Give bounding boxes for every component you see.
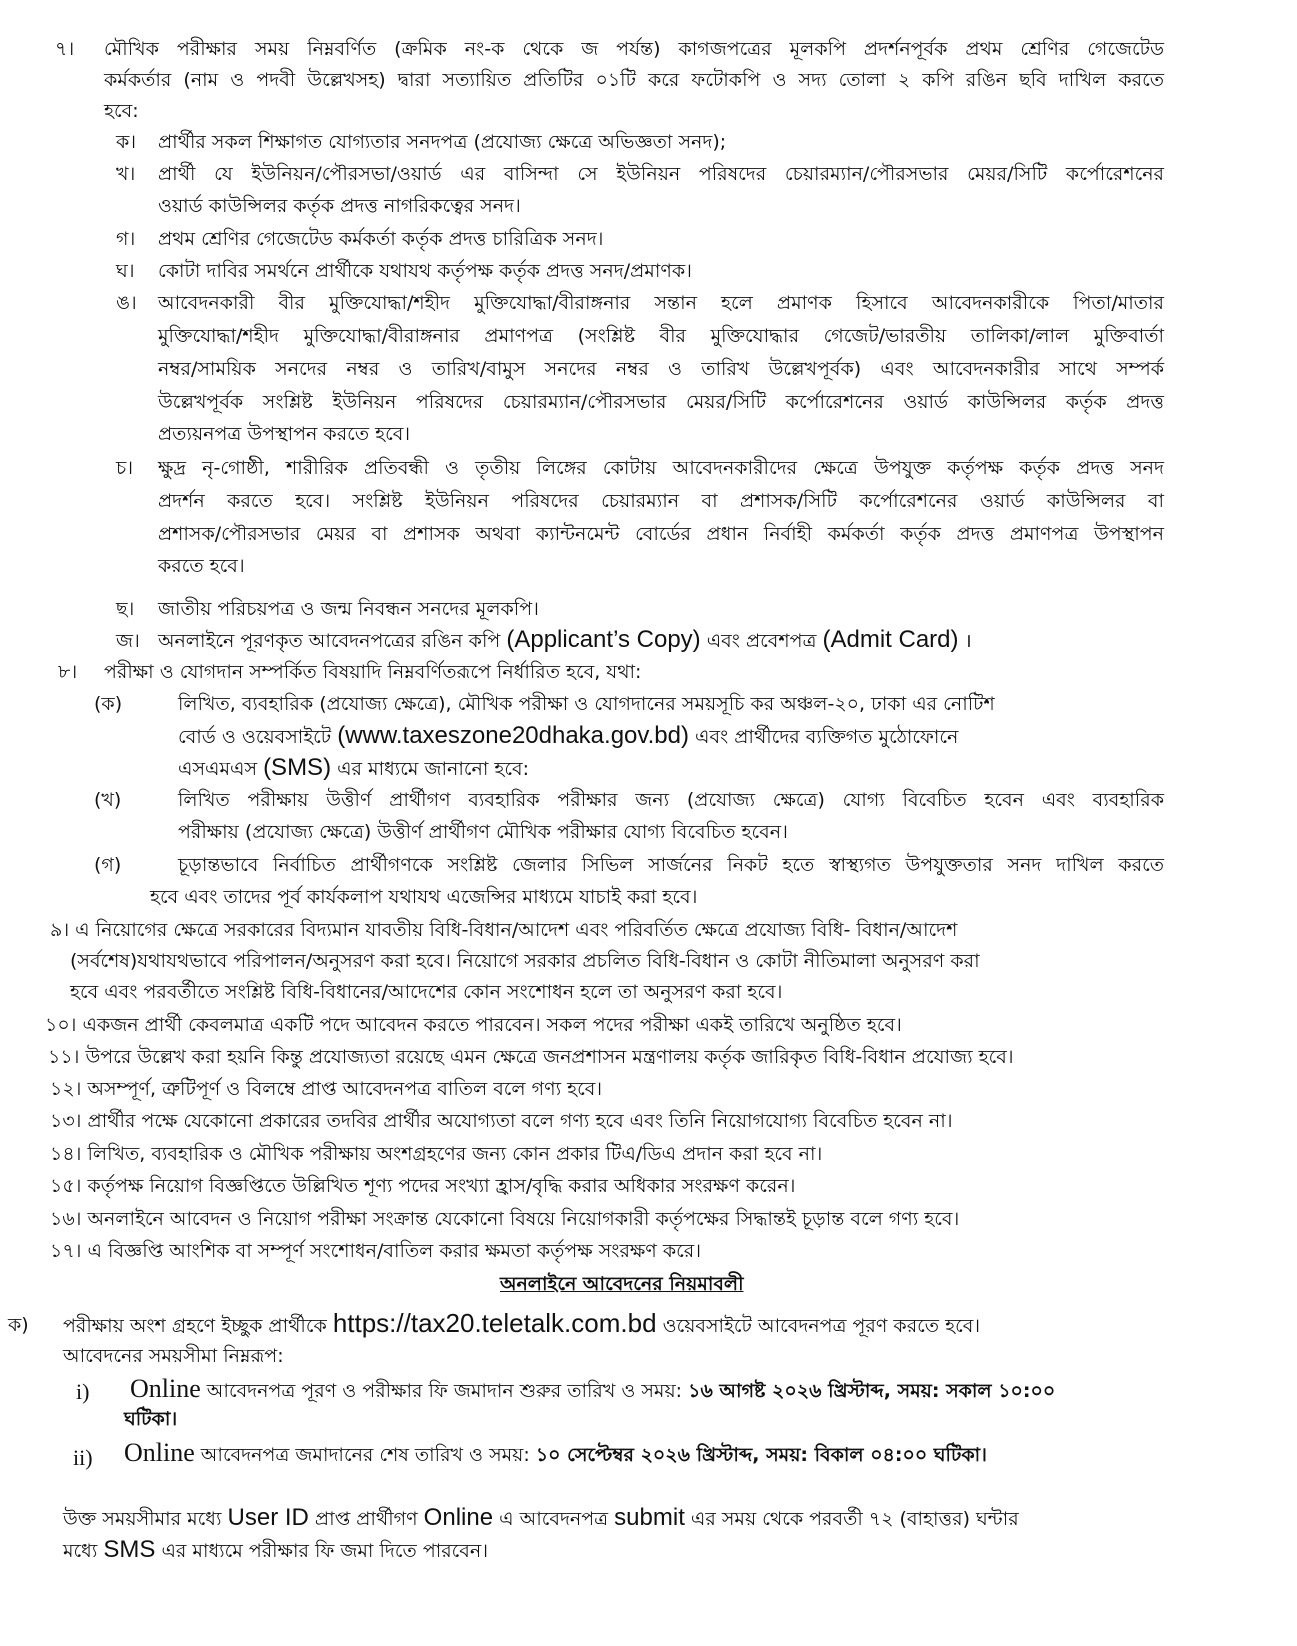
section-9-line-1: ৯। এ নিয়োগের ক্ষেত্রে সরকারের বিদ্যমান যাবতীয় বিধি-বিধান/আদেশ এবং পরিবর্তিত ক্ষেত্রে প্রযোজ্য বিধি- বিধান/আদেশ (50, 919, 958, 941)
admit-card-term: (Admit Card) (822, 626, 959, 653)
website-link: (www.taxeszone20dhaka.gov.bd) (337, 722, 689, 749)
item-ja-text (158, 624, 972, 657)
online-ii-end-datetime: ১০ সেপ্টেম্বর ২০২৬ খ্রিস্টাব্দ, সময়: বিকাল ০৪:০০ ঘটিকা। (535, 1444, 987, 1466)
final-line-1-part-7: এর সময় থেকে পরবর্তী ৭২ (বাহাত্তর) ঘন্টার (684, 1508, 1019, 1530)
rule-17: ১৭। এ বিজ্ঞপ্তি আংশিক বা সম্পূর্ণ সংশোধন/বাতিল করার ক্ষমতা কর্তৃপক্ষ সংরক্ষণ করে। (50, 1240, 701, 1262)
online-i-label: i) (76, 1379, 90, 1404)
item-cha-line-1: ক্ষুদ্র নৃ-গোষ্ঠী, শারীরিক প্রতিবন্ধী ও তৃতীয় লিঙ্গের কোটায় আবেদনকারীদের ক্ষেত্রে উপযুক্ত কর্তৃপক্ষ কর্তৃক প্রদত্ত সনদ (158, 457, 1164, 479)
item-ka-text: প্রার্থীর সকল শিক্ষাগত যোগ্যতার সনদপত্র (প্রযোজ্য ক্ষেত্রে অভিজ্ঞতা সনদ); (158, 131, 727, 153)
rule-10: ১০। একজন প্রার্থী কেবলমাত্র একটি পদে আবেদন করতে পারবেন। সকল পদের পরীক্ষা একই তারিখে অনুষ্ঠিত হবে। (45, 1014, 902, 1036)
final-line-1-part-3: প্রাপ্ত প্রার্থীগণ (308, 1508, 424, 1530)
online-i-start-datetime: ১৬ আগষ্ট ২০২৬ খ্রিস্টাব্দ, সময়: সকাল ১০:০০ (688, 1380, 1056, 1402)
item-ka-label: ক। (116, 131, 137, 153)
online-i-line-2: ঘটিকা। (124, 1408, 178, 1430)
item-ja-label: জ। (116, 630, 140, 652)
online-i-rest: আবেদনপত্র পূরণ ও পরীক্ষার ফি জমাদান শুরুর তারিখ ও সময়: (200, 1380, 689, 1402)
section-8-ka-line-2-part-3: এবং প্রার্থীদের ব্যক্তিগত মুঠোফোনে (688, 726, 959, 748)
item-umo-label: ঙ। (116, 292, 137, 314)
final-line-2-part-1: মধ্যে (63, 1540, 104, 1562)
online-rules-heading: অনলাইনে আবেদনের নিয়মাবলী (500, 1273, 744, 1295)
rule-12: ১২। অসম্পূর্ণ, ত্রুটিপূর্ণ ও বিলম্বে প্রাপ্ত আবেদনপত্র বাতিল বলে গণ্য হবে। (50, 1078, 603, 1100)
item-umo-line-1: আবেদনকারী বীর মুক্তিযোদ্ধা/শহীদ মুক্তিযোদ্ধা/বীরাঙ্গনার সন্তান হলে প্রমাণক হিসাবে আবেদনকারীকে পিতা/মাতার (158, 292, 1164, 314)
section-8-kha-label: (খ) (94, 789, 122, 811)
item-cha-label: চ। (116, 457, 134, 479)
item-gha-text: কোটা দাবির সমর্থনে প্রার্থীকে যথাযথ কর্তৃপক্ষ কর্তৃক প্রদত্ত সনদ/প্রমাণক। (158, 260, 692, 282)
item-ja-part-3: এবং প্রবেশপত্র (700, 630, 823, 652)
section-8-kha-line-2: পরীক্ষায় (প্রযোজ্য ক্ষেত্রে) উত্তীর্ণ প্রার্থীগণ মৌখিক পরীক্ষার যোগ্য বিবেচিত হবেন। (178, 821, 788, 843)
sms-fee-term: SMS (103, 1536, 156, 1563)
item-kha-label: খ। (116, 163, 136, 185)
item-umo-line-3: নম্বর/সাময়িক সনদের নম্বর ও তারিখ/বামুস সনদের নম্বর ও তারিখ উল্লেখপূর্বক) এবং আবেদনকারীর সাথে সম্পর্ক (158, 358, 1164, 380)
item-gha-label: ঘ। (116, 260, 135, 282)
item-cha-line-2: প্রদর্শন করতে হবে। সংশ্লিষ্ট ইউনিয়ন পরিষদের চেয়ারম্যান বা প্রশাসক/সিটি কর্পোরেশনের ওয়ার্ড কাউন্সিলর বা (158, 490, 1164, 512)
online-ka-line-1-part-3: ওয়েবসাইটে আবেদনপত্র পূরণ করতে হবে। (656, 1315, 981, 1337)
online-ka-line-1-part-1: পরীক্ষায় অংশ গ্রহণে ইচ্ছুক প্রার্থীকে (63, 1315, 333, 1337)
submit-term: submit (614, 1504, 685, 1531)
rule-14: ১৪। লিখিত, ব্যবহারিক ও মৌখিক পরীক্ষায় অংশগ্রহণের জন্য কোন প্রকার টিএ/ডিএ প্রদান করা হবে না। (50, 1143, 823, 1165)
section-8-ka-line-3-part-3: এর মাধ্যমে জানানো হবে: (331, 758, 529, 780)
section-9-line-3: হবে এবং পরবর্তীতে সংশ্লিষ্ট বিধি-বিধানের/আদেশের কোন সংশোধন হলে তা অনুসরণ করা হবে। (70, 981, 783, 1003)
item-cha-line-3: প্রশাসক/পৌরসভার মেয়র বা প্রশাসক অথবা ক্যান্টনমেন্ট বোর্ডের প্রধান নির্বাহী কর্মকর্তা কর্তৃক প্রদত্ত প্রমাণপত্র উপস্থাপন (158, 523, 1164, 545)
final-line-1-part-1: উক্ত সময়সীমার মধ্যে (63, 1508, 228, 1530)
online-ka-line-1 (63, 1306, 980, 1343)
section-8-ka-label: (ক) (94, 693, 123, 715)
section-8-ka-line-2 (178, 720, 958, 753)
final-line-2 (63, 1533, 488, 1568)
section-8-intro: পরীক্ষা ও যোগদান সম্পর্কিত বিষয়াদি নিম্নবর্ণিতরূপে নির্ধারিত হবে, যথা: (104, 661, 642, 683)
section-7-line-3: হবে: (104, 100, 139, 122)
online-ii-label: ii) (73, 1445, 93, 1470)
section-7-line-2: কর্মকর্তার (নাম ও পদবী উল্লেখসহ) দ্বারা সত্যায়িত প্রতিটির ০১টি করে ফটোকপি ও সদ্য তোলা ২ কপি রঙিন ছবি দাখিল করতে (104, 69, 1164, 91)
section-7-line-1: মৌখিক পরীক্ষার সময় নিম্নবর্ণিত (ক্রমিক নং-ক থেকে জ পর্যন্ত) কাগজপত্রের মূলকপি প্রদর্শনপূর্বক প্রথম শ্রেণির গেজেটেড (104, 38, 1164, 60)
online-ka-line-2: আবেদনের সময়সীমা নিম্নরূপ: (63, 1345, 284, 1367)
item-cha-line-4: করতে হবে। (158, 555, 245, 577)
rule-11: ১১। উপরে উল্লেখ করা হয়নি কিন্তু প্রযোজ্যতা রয়েছে এমন ক্ষেত্রে জনপ্রশাসন মন্ত্রণালয় কর্তৃক জারিকৃত বিধি-বিধান প্রযোজ্য হবে। (48, 1046, 1014, 1068)
rule-15: ১৫। কর্তৃপক্ষ নিয়োগ বিজ্ঞপ্তিতে উল্লিখিত শূণ্য পদের সংখ্যা হ্রাস/বৃদ্ধি করার অধিকার সংরক্ষণ করেন। (50, 1175, 796, 1197)
online-i-word: Online (130, 1374, 201, 1403)
section-9-line-2: (সর্বশেষ)যথাযথভাবে পরিপালন/অনুসরণ করা হবে। নিয়োগে সরকার প্রচলিত বিধি-বিধান ও কোটা নীতিমালা অনুসরণ করা (70, 950, 980, 972)
section-8-ga-line-1: চূড়ান্তভাবে নির্বাচিত প্রার্থীগণকে সংশ্লিষ্ট জেলার সিভিল সার্জনের নিকট হতে স্বাস্থ্যগত উপযুক্ততার সনদ দাখিল করতে (178, 854, 1164, 876)
section-8-ka-line-3-part-1: এসএমএস (178, 758, 264, 780)
item-kha-line-2: ওয়ার্ড কাউন্সিলর কর্তৃক প্রদত্ত নাগরিকত্বের সনদ। (158, 195, 521, 217)
online-ii-line (124, 1436, 987, 1472)
section-7-number: ৭। (55, 38, 75, 60)
online-ii-rest: আবেদনপত্র জমাদানের শেষ তারিখ ও সময়: (194, 1444, 536, 1466)
item-ja-part-1: অনলাইনে পূরণকৃত আবেদনপত্রের রঙিন কপি (158, 630, 507, 652)
item-ga-label: গ। (116, 228, 136, 250)
teletalk-url: https://tax20.teletalk.com.bd (332, 1308, 657, 1338)
rule-16: ১৬। অনলাইনে আবেদন ও নিয়োগ পরীক্ষা সংক্রান্ত যেকোনো বিষয়ে নিয়োগকারী কর্তৃপক্ষের সিদ্ধান্তই চূড়ান্ত বলে গণ্য হবে। (50, 1208, 960, 1230)
online-term: Online (423, 1504, 494, 1531)
section-8-kha-line-1: লিখিত পরীক্ষায় উত্তীর্ণ প্রার্থীগণ ব্যবহারিক পরীক্ষার জন্য (প্রযোজ্য ক্ষেত্রে) যোগ্য বিবেচিত হবেন এবং ব্যবহারিক (178, 789, 1164, 811)
item-chha-label: ছ। (116, 598, 135, 620)
section-8-ka-line-1: লিখিত, ব্যবহারিক (প্রযোজ্য ক্ষেত্রে), মৌখিক পরীক্ষা ও যোগদানের সময়সূচি কর অঞ্চল-২০, ঢাকা এর নোটিশ (178, 693, 995, 715)
online-ii-word: Online (124, 1438, 195, 1467)
final-line-2-part-3: এর মাধ্যমে পরীক্ষার ফি জমা দিতে পারবেন। (155, 1540, 489, 1562)
user-id-term: User ID (227, 1504, 309, 1531)
rule-13: ১৩। প্রার্থীর পক্ষে যেকোনো প্রকারের তদবির প্রার্থীর অযোগ্যতা বলে গণ্য হবে এবং তিনি নিয়োগযোগ্য বিবেচিত হবেন না। (50, 1110, 953, 1132)
online-i-line-1 (130, 1372, 1055, 1408)
item-umo-line-5: প্রত্যয়নপত্র উপস্থাপন করতে হবে। (158, 423, 411, 445)
item-ga-text: প্রথম শ্রেণির গেজেটেড কর্মকর্তা কর্তৃক প্রদত্ত চারিত্রিক সনদ। (158, 228, 604, 250)
section-8-ka-line-3 (178, 752, 529, 785)
item-umo-line-4: উল্লেখপূর্বক সংশ্লিষ্ট ইউনিয়ন পরিষদের চেয়ারম্যান/পৌরসভার মেয়র/সিটি কর্পোরেশনের ওয়ার্ড কাউন্সিলর কর্তৃক প্রদত্ত (158, 391, 1164, 413)
item-kha-line-1: প্রার্থী যে ইউনিয়ন/পৌরসভা/ওয়ার্ড এর বাসিন্দা সে ইউনিয়ন পরিষদের চেয়ারম্যান/পৌরসভার মেয়র/সিটি কর্পোরেশনের (158, 163, 1164, 185)
applicants-copy-term: (Applicant’s Copy) (506, 626, 701, 653)
online-ka-label: ক) (8, 1314, 29, 1336)
section-8-ka-line-2-part-1: বোর্ড ও ওয়েবসাইটে (178, 726, 338, 748)
sms-term: (SMS) (263, 754, 332, 781)
section-8-ga-line-2: হবে এবং তাদের পূর্ব কার্যকলাপ যথাযথ এজেন্সির মাধ্যমে যাচাই করা হবে। (150, 886, 698, 908)
section-8-ga-label: (গ) (94, 854, 122, 876)
final-line-1 (63, 1501, 1019, 1536)
item-ja-part-5: । (958, 630, 972, 652)
final-line-1-part-5: এ আবেদনপত্র (493, 1508, 615, 1530)
item-umo-line-2: মুক্তিযোদ্ধা/শহীদ মুক্তিযোদ্ধা/বীরাঙ্গনার প্রমাণপত্র (সংশ্লিষ্ট বীর মুক্তিযোদ্ধার গেজেট/ভারতীয় তালিকা/লাল মুক্তিবার্তা (158, 325, 1164, 347)
section-8-number: ৮। (58, 661, 78, 683)
item-chha-text: জাতীয় পরিচয়পত্র ও জন্ম নিবন্ধন সনদের মূলকপি। (158, 598, 539, 620)
